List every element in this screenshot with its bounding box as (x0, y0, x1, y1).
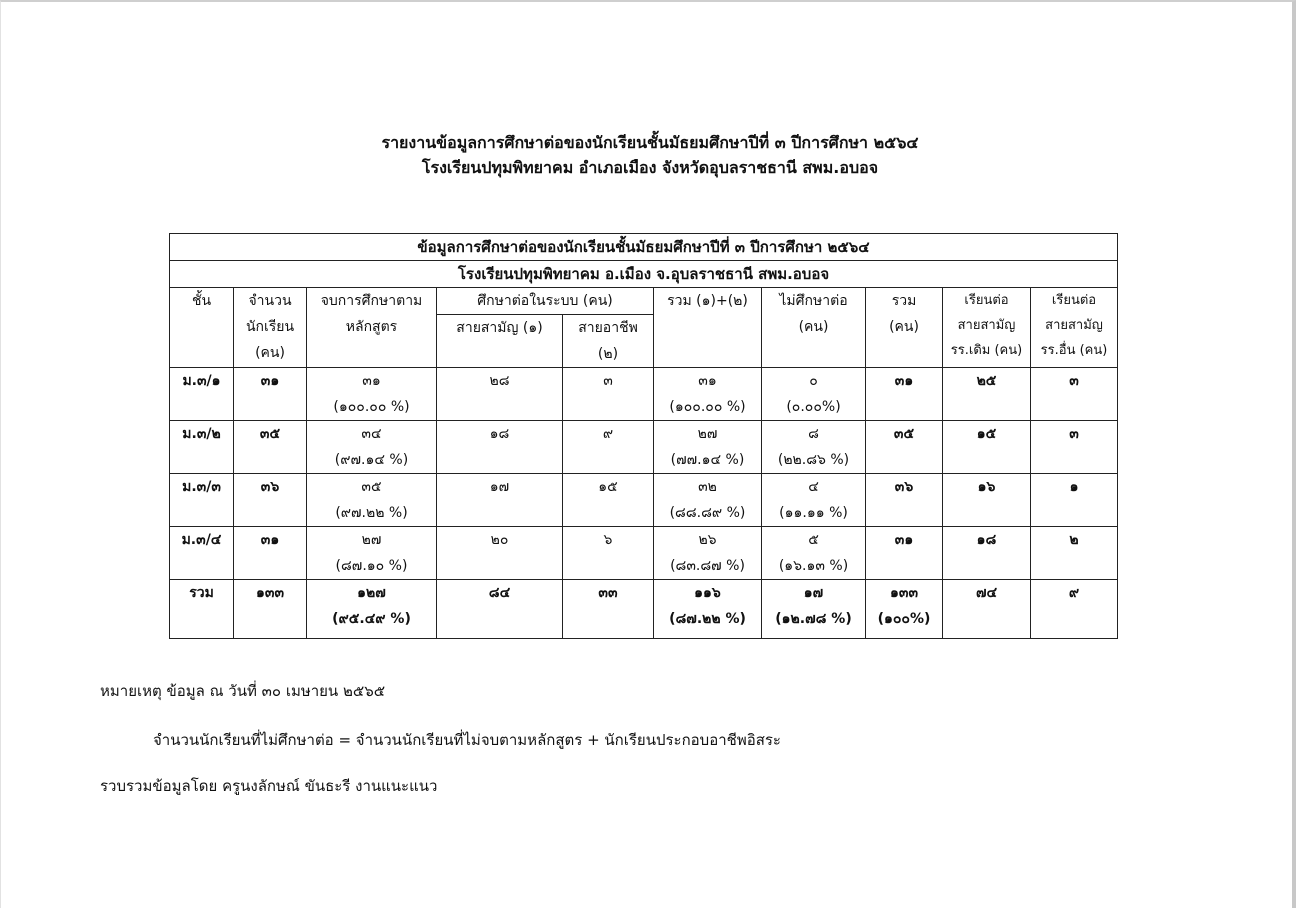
header-continue-group: ศึกษาต่อในระบบ (คน) (437, 288, 654, 315)
table-row: ม.๓/๑ ๓๑ ๓๑ (๑๐๐.๐๐ %) ๒๘ ๓ ๓๑ (๑๐๐.๐๐ %) ๐ (๐.๐๐%) ๓๑ ๒๕ ๓ (170, 368, 1118, 421)
header-same-school: เรียนต่อ สายสามัญ รร.เดิม (คน) (943, 288, 1031, 368)
compiled-by-note: รวบรวมข้อมูลโดย ครูนงลักษณ์ ขันธะรี งานแนะแนว (100, 777, 438, 795)
education-data-table (169, 233, 1118, 639)
header-not-continue: ไม่ศึกษาต่อ (คน) (762, 288, 866, 368)
header-vocational: สายอาชีพ (๒) (563, 315, 654, 368)
date-note: หมายเหตุ ข้อมูล ณ วันที่ ๓๐ เมษายน ๒๕๖๕ (100, 682, 386, 700)
table-caption-2: โรงเรียนปทุมพิทยาคม อ.เมือง จ.อุบลราชธานี สพม.อบอจ (170, 261, 1118, 288)
table-row: ม.๓/๒ ๓๕ ๓๔ (๙๗.๑๔ %) ๑๘ ๙ ๒๗ (๗๗.๑๔ %) ๘ (๒๒.๘๖ %) ๓๕ ๑๕ ๓ (170, 421, 1118, 474)
table-row: ม.๓/๓ ๓๖ ๓๕ (๙๗.๒๒ %) ๑๗ ๑๕ ๓๒ (๘๘.๘๙ %) ๔ (๑๑.๑๑ %) ๓๖ ๑๖ ๑ (170, 474, 1118, 527)
header-students: จำนวน นักเรียน (คน) (234, 288, 307, 368)
header-other-school: เรียนต่อ สายสามัญ รร.อื่น (คน) (1031, 288, 1118, 368)
header-general: สายสามัญ (๑) (437, 315, 563, 368)
header-sum: รวม (๑)+(๒) (654, 288, 762, 368)
table-caption-1: ข้อมูลการศึกษาต่อของนักเรียนชั้นมัธยมศึกษาปีที่ ๓ ปีการศึกษา ๒๕๖๔ (170, 234, 1118, 261)
report-subtitle: โรงเรียนปทุมพิทยาคม อำเภอเมือง จังหวัดอุบลราชธานี สพม.อบอจ (421, 158, 879, 177)
header-class: ชั้น (170, 288, 234, 368)
table-total-row: รวม ๑๓๓ ๑๒๗ (๙๕.๔๙ %) ๘๔ ๓๓ ๑๑๖ (๘๗.๒๒ %) ๑๗ (๑๒.๗๘ %) ๑๓๓ (๑๐๐%) ๗๔ ๙ (170, 580, 1118, 639)
header-graduated: จบการศึกษาตาม หลักสูตร (307, 288, 437, 368)
report-title: รายงานข้อมูลการศึกษาต่อของนักเรียนชั้นมัธยมศึกษาปีที่ ๓ ปีการศึกษา ๒๕๖๔ (381, 133, 919, 152)
definition-note: จำนวนนักเรียนที่ไม่ศึกษาต่อ = จำนวนนักเรียนที่ไม่จบตามหลักสูตร + นักเรียนประกอบอาชีพอิสระ (153, 731, 781, 749)
header-total: รวม (คน) (866, 288, 943, 368)
table-row: ม.๓/๔ ๓๑ ๒๗ (๘๗.๑๐ %) ๒๐ ๖ ๒๖ (๘๓.๘๗ %) ๕ (๑๖.๑๓ %) ๓๑ ๑๘ ๒ (170, 527, 1118, 580)
